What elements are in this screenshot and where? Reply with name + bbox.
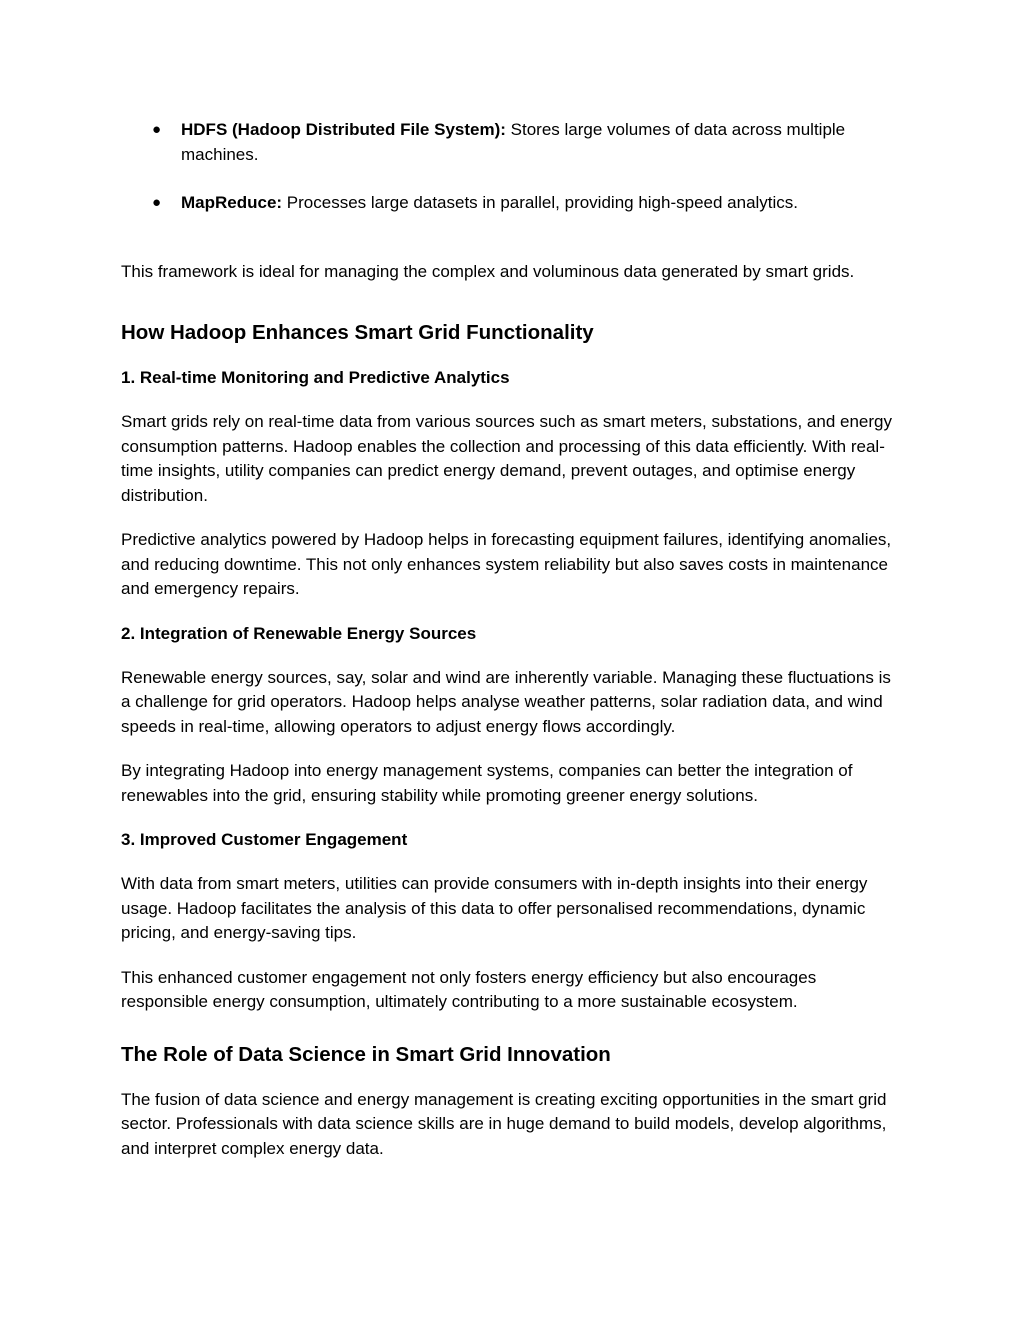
paragraph: This enhanced customer engagement not only fosters energy efficiency but also encourages responsible energy consumption, ultimately contributing to a more sustainable ecosystem. [121, 967, 817, 1011]
bullet-text: Processes large datasets in parallel, providing high-speed analytics. [282, 193, 799, 212]
subsection-heading-monitoring: 1. Real-time Monitoring and Predictive Analytics [121, 368, 510, 387]
intro-paragraph: This framework is ideal for managing the complex and voluminous data generated by smart grids. [121, 261, 855, 281]
bullet-item-hdfs [121, 118, 903, 167]
document-page [121, 118, 903, 1161]
bullet-text: Stores large volumes of data across multiple machines. [181, 120, 846, 164]
component-bullet-list [121, 118, 903, 216]
bullet-dot-icon: ● [152, 194, 162, 211]
subsection-heading-renewables: 2. Integration of Renewable Energy Sources [121, 623, 477, 643]
paragraph: Smart grids rely on real-time data from various sources such as smart meters, substations, and energy consumption patterns. Hadoop enables the collection and processing of this data efficiently. With real-time insights, utility companies can predict energy demand, prevent outages, and optimise energy distribution. [121, 412, 892, 505]
section-heading-data-science: The Role of Data Science in Smart Grid Innovation [121, 1042, 611, 1066]
subsection-heading-customer: 3. Improved Customer Engagement [121, 830, 408, 849]
bullet-term: HDFS (Hadoop Distributed File System): [181, 120, 506, 139]
bullet-item-mapreduce [121, 191, 903, 216]
section-heading-hadoop: How Hadoop Enhances Smart Grid Functionality [121, 321, 594, 344]
paragraph: Predictive analytics powered by Hadoop helps in forecasting equipment failures, identifying anomalies, and reducing downtime. This not only enhances system reliability but also saves costs in maintenance and emergency repairs. [121, 530, 892, 598]
paragraph: By integrating Hadoop into energy management systems, companies can better the integration of renewables into the grid, ensuring stability while promoting greener energy solutions. [121, 761, 853, 805]
bullet-dot-icon: ● [152, 121, 162, 138]
bullet-term: MapReduce: [181, 193, 283, 212]
paragraph: The fusion of data science and energy management is creating exciting opportunities in the smart grid sector. Professionals with data science skills are in huge demand to build models, develop algorithms, and interpret complex energy data. [121, 1089, 887, 1158]
paragraph: With data from smart meters, utilities can provide consumers with in-depth insights into their energy usage. Hadoop facilitates the analysis of this data to offer personalised recommendations, dynamic pricing, and energy-saving tips. [121, 874, 868, 942]
paragraph: Renewable energy sources, say, solar and wind are inherently variable. Managing these fluctuations is a challenge for grid operators. Hadoop helps analyse weather patterns, solar radiation data, and wind speeds in real-time, allowing operators to adjust energy flows accordingly. [121, 667, 891, 736]
